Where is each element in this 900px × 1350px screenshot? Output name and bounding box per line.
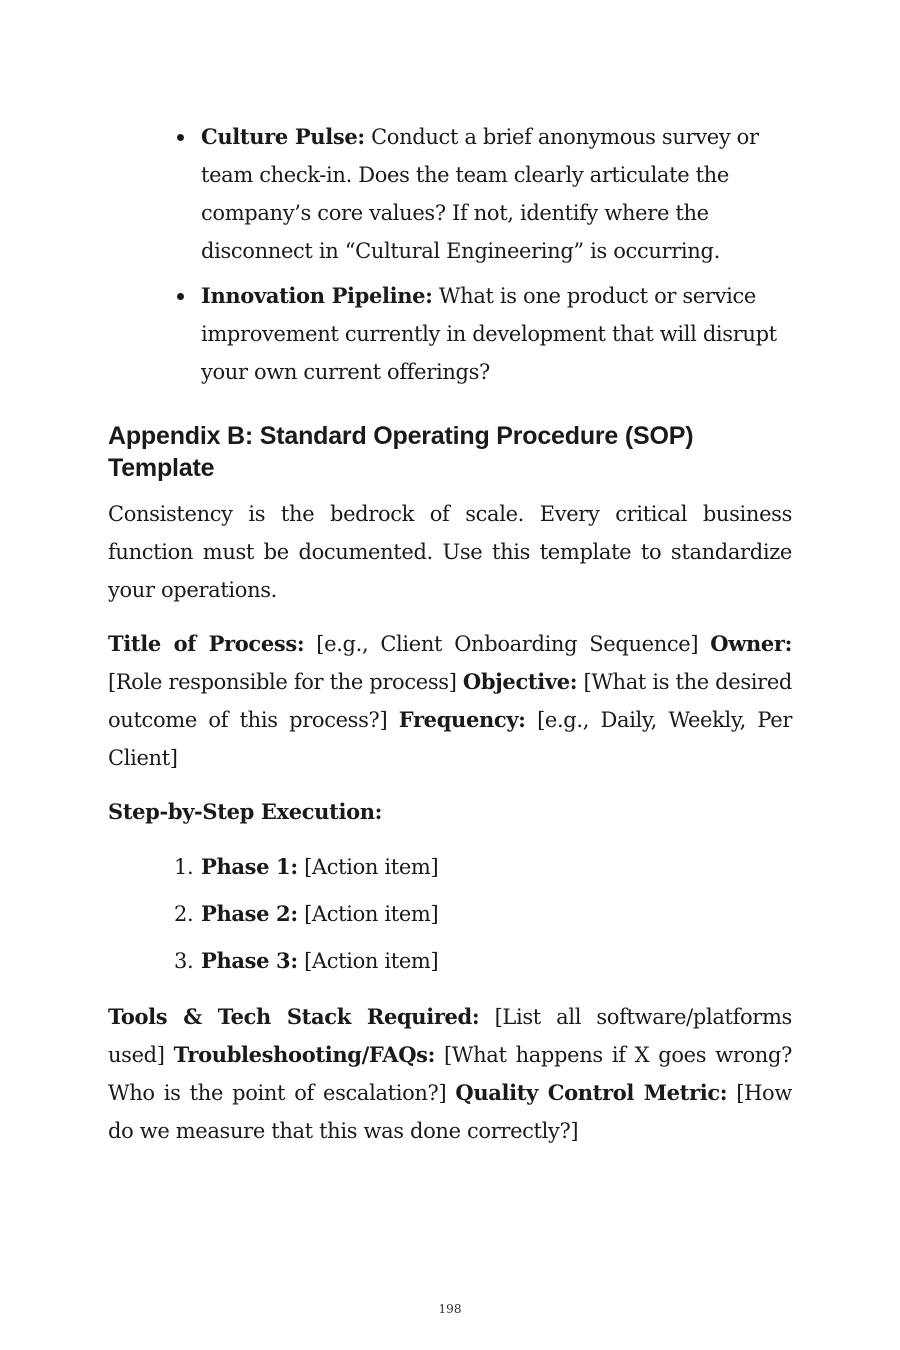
- phase-value: [Action item]: [304, 902, 439, 926]
- frequency-label: Frequency:: [398, 707, 526, 732]
- phase-label: Phase 1:: [201, 854, 298, 879]
- page-number: 198: [438, 1302, 462, 1316]
- execution-heading-text: Step-by-Step Execution:: [108, 799, 383, 824]
- owner-value: [Role responsible for the process]: [108, 670, 457, 694]
- phase-number: 3.: [174, 949, 194, 973]
- tools-value: [List all software/platforms used]: [108, 1005, 792, 1067]
- phase-item: [108, 848, 792, 895]
- troubleshooting-label: Troubleshooting/FAQs:: [173, 1042, 436, 1067]
- phase-label: Phase 3:: [201, 948, 298, 973]
- phase-label: Phase 2:: [201, 901, 298, 926]
- quality-control-label: Quality Control Metric:: [455, 1080, 728, 1105]
- title-of-process-value: [e.g., Client Onboarding Sequence]: [316, 632, 699, 656]
- objective-value: [What is the desired outcome of this process?]: [108, 670, 793, 732]
- quality-control-value: [How do we measure that this was done correctly?]: [108, 1081, 792, 1143]
- document-page: [108, 0, 792, 1350]
- appendix-heading: Appendix B: Standard Operating Procedure (SOP) Template: [108, 422, 694, 482]
- phase-item: [108, 895, 792, 942]
- owner-label: Owner:: [710, 631, 793, 656]
- bullet-item-culture-pulse: [108, 118, 792, 270]
- bullet-text: Conduct a brief anonymous survey or team check-in. Does the team clearly articulate the company’s core values? If not, identify where the disconnect in “Cultural Engineering” is occurring.: [201, 125, 759, 263]
- phase-number: 2.: [174, 902, 194, 926]
- bullet-label: Culture Pulse:: [201, 124, 365, 149]
- bullet-list: [108, 118, 792, 398]
- bullet-dot-icon: [177, 293, 184, 300]
- bullet-text: What is one product or service improvement currently in development that will disrupt your own current offerings?: [201, 284, 777, 384]
- closing-fields-paragraph: [108, 998, 792, 1150]
- phase-item: [108, 942, 792, 989]
- phase-value: [Action item]: [304, 949, 439, 973]
- execution-heading: [108, 793, 792, 831]
- phase-value: [Action item]: [304, 855, 439, 879]
- tools-label: Tools & Tech Stack Required:: [108, 1004, 480, 1029]
- phase-number: 1.: [174, 855, 194, 879]
- phase-list: [108, 848, 792, 989]
- template-fields-paragraph: [108, 625, 792, 777]
- frequency-value: [e.g., Daily, Weekly, Per Client]: [108, 708, 793, 770]
- title-of-process-label: Title of Process:: [108, 631, 305, 656]
- troubleshooting-value: [What happens if X goes wrong? Who is the point of escalation?]: [108, 1043, 792, 1105]
- bullet-item-innovation-pipeline: [108, 277, 792, 391]
- objective-label: Objective:: [462, 669, 578, 694]
- bullet-dot-icon: [177, 134, 184, 141]
- bullet-label: Innovation Pipeline:: [201, 283, 433, 308]
- appendix-intro: Consistency is the bedrock of scale. Every critical business function must be documented. Use this template to standardize your operations.: [108, 502, 792, 602]
